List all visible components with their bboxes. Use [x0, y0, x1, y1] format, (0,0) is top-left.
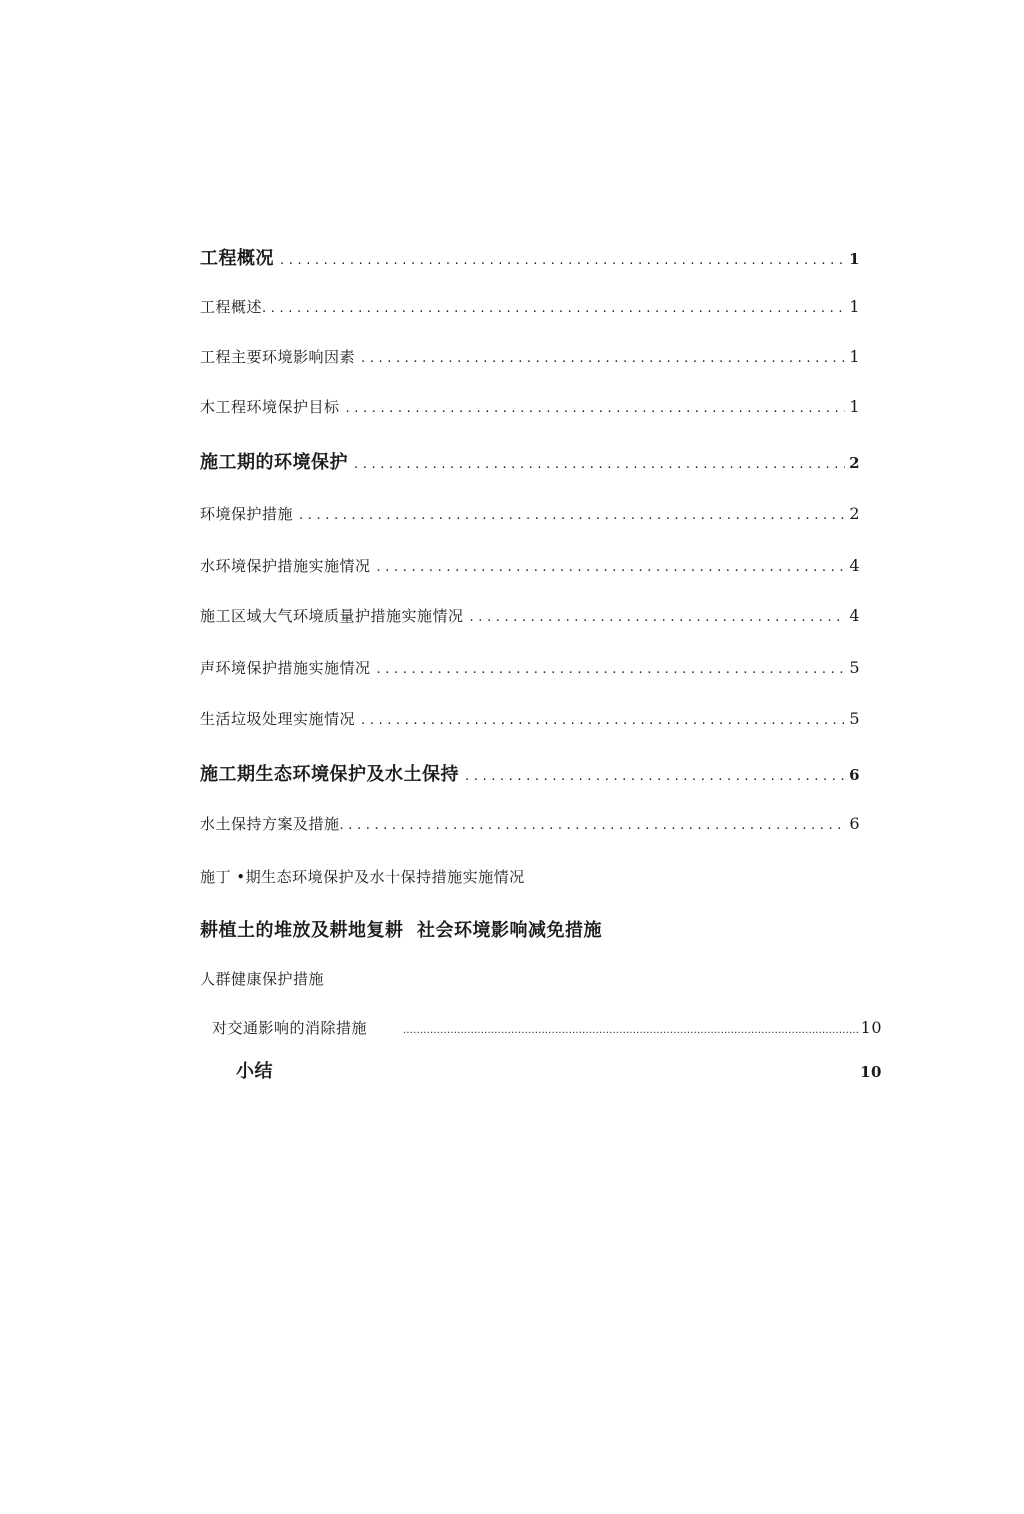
toc-entry-title: 施工期的环境保护 [200, 452, 348, 473]
toc-entry[interactable] [200, 708, 860, 729]
toc-entry[interactable] [200, 968, 860, 989]
toc-leader-dots [262, 301, 845, 316]
toc-leader-dots [340, 818, 846, 833]
toc-entry-page: 4 [849, 556, 860, 575]
toc-entry-page: 1 [849, 397, 860, 416]
toc-entry-title: 施工区域大气环境质量护措施实施情况 [200, 607, 464, 625]
toc-leader-dots [465, 769, 845, 784]
toc-entry[interactable] [200, 760, 860, 786]
toc-entry[interactable] [236, 1057, 882, 1083]
toc-entry-page: 1 [849, 297, 860, 316]
toc-entry[interactable] [200, 296, 860, 317]
toc-entry[interactable] [200, 916, 860, 942]
toc-entry-title: 工程概况 [200, 248, 274, 269]
toc-leader-dots [299, 508, 845, 523]
toc-entry-page: 10 [860, 1018, 882, 1037]
toc-entry[interactable] [200, 244, 860, 270]
toc-entry-title: 水土保持方案及措施 [200, 815, 340, 833]
toc-entry-title: 水环境保护措施实施情况 [200, 557, 371, 575]
toc-entry-page: 6 [849, 766, 860, 784]
toc-entry[interactable] [200, 396, 860, 417]
toc-entry[interactable] [200, 503, 860, 524]
toc-entry-page: 6 [849, 814, 860, 833]
toc-entry-title: 施工期生态环境保护及水土保持 [200, 764, 459, 785]
toc-entry-title: 施丁 •期生态环境保护及水十保持措施实施情况 [200, 868, 525, 886]
toc-leader-dots [470, 610, 846, 625]
toc-entry-page: 4 [849, 606, 860, 625]
toc-entry-page: 1 [849, 347, 860, 366]
toc-entry[interactable] [200, 346, 860, 367]
toc-entry[interactable] [200, 813, 860, 834]
toc-entry[interactable] [200, 657, 860, 678]
toc-entry-title: 环境保护措施 [200, 505, 294, 523]
toc-entry-page: 2 [849, 504, 860, 523]
toc-leader-dots [280, 253, 845, 268]
toc-entry-title: 生活垃圾处理实施情况 [200, 710, 356, 728]
toc-entry-title: 耕植土的堆放及耕地复耕 社会环境影响减免措施 [200, 920, 603, 941]
toc-entry-page: 2 [849, 454, 860, 472]
toc-entry-title: 声环境保护措施实施情况 [200, 659, 371, 677]
toc-leader-dots [377, 560, 846, 575]
toc-entry-title: 小结 [236, 1061, 273, 1082]
toc-entry-title: 对交通影响的消除措施 [212, 1019, 368, 1037]
toc-entry-page: 1 [849, 250, 860, 268]
toc-leader-dots [377, 662, 846, 677]
toc-leader-dots [354, 457, 845, 472]
toc-entry-title: 木工程环境保护目标 [200, 398, 340, 416]
toc-entry-page: 5 [849, 658, 860, 677]
toc-leader-dots [346, 401, 846, 416]
toc-entry[interactable] [200, 555, 860, 576]
toc-entry-title: 人群健康保护措施 [200, 970, 325, 988]
toc-leader-dots [361, 351, 845, 366]
toc-leader-dots [403, 1025, 860, 1036]
toc-entry-title: 工程主要环境影响因素 [200, 348, 356, 366]
toc-leader-dots [361, 713, 845, 728]
toc-entry[interactable] [200, 448, 860, 474]
toc-entry[interactable] [200, 866, 860, 887]
toc-entry[interactable] [200, 605, 860, 626]
toc-entry[interactable] [212, 1017, 882, 1038]
toc-entry-page: 10 [860, 1063, 882, 1081]
toc-entry-page: 5 [849, 709, 860, 728]
toc-entry-title: 工程概述 [200, 298, 263, 316]
